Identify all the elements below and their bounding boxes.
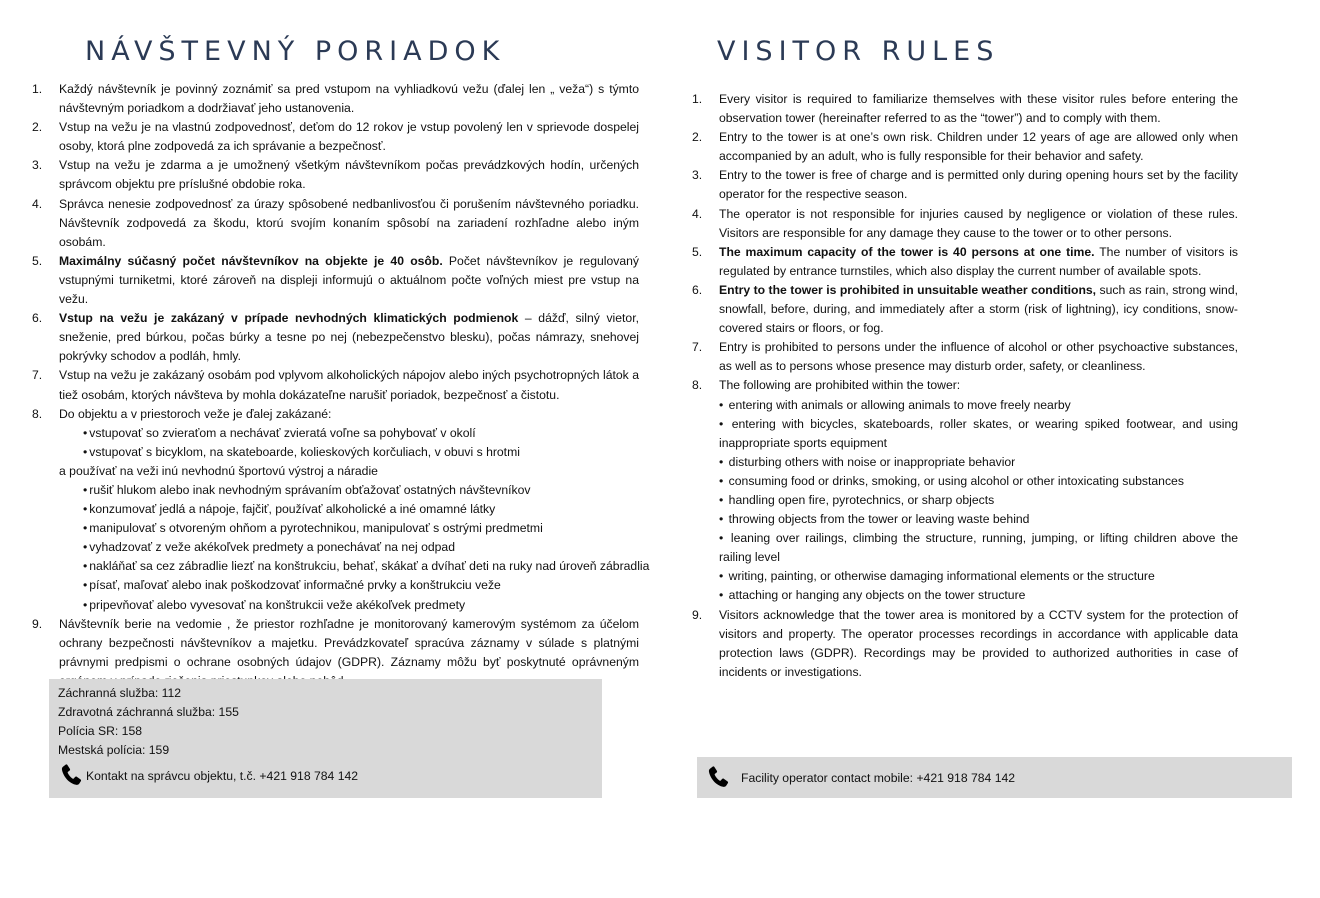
operator-contact-text: Kontakt na správcu objektu, t.č. +421 918 784 142	[86, 768, 359, 783]
page-title-english: VISITOR RULES	[717, 36, 1000, 67]
list-item: • konzumovať jedlá a nápoje, fajčiť, používať alkoholické a iné omamné látky	[83, 502, 496, 517]
list-item: • pripevňovať alebo vyvesovať na konštrukcii veže akékoľvek predmety	[83, 597, 466, 612]
rules-list-slovak	[32, 80, 650, 691]
operator-contact	[58, 762, 593, 790]
list-item: • throwing objects from the tower or leaving waste behind	[719, 512, 1030, 527]
rule-item: 9. Návštevník berie na vedomie , že priestor rozhľadne je monitorovaný kamerovým systémom za účelom ochrany bezpečnosti návštevníkov a majetku. Prevádzkovateľ spracúva záznamy v súlade s platnými právnymi predpismi o ochrane osobných údajov (GDPR). Záznamy môžu byť poskytnuté oprávneným	[32, 616, 639, 669]
list-item: • handling open fire, pyrotechnics, or sharp objects	[719, 492, 995, 507]
phone-handset-icon	[705, 764, 733, 792]
operator-contact-box	[697, 757, 1292, 798]
list-item: • vstupovať so zvieraťom a nechávať zvieratá voľne sa pohybovať v okolí	[83, 425, 476, 440]
rule-item: 8. The following are prohibited within the tower: • entering with animals or allowing animals to move freely nearby • entering with bicycles, skateboards, roller skates, or wearing spiked footwear, and using inappropriate sports equipment • disturbing others with noise or inappropriate behavior • consuming food or drinks, smoking, or using alcohol or other intoxicating substances • handling open fire, pyrotechnics, or sharp objects • throwing objects from the tower or leaving waste behind • leaning over railings, climbing the structure, running, jumping, or lifting children above the railing level • writing, painting, or otherwise damaging informational elements or the structure • attaching or hanging any objects on the tower structure	[692, 376, 1238, 605]
list-item-continuation: a používať na veži inú nevhodnú športovú výstroj a náradie	[59, 463, 378, 478]
rule-item: 8. Do objektu a v priestoroch veže je ďalej zakázané: • vstupovať so zvieraťom a nechávať zvieratá voľne sa pohybovať v okolí • vstupovať s bicyklom, na skateboarde, kolieskových korčuliach, v obuvi s hrotmi a používať na veži inú nevhodnú športovú výstroj a náradie • rušiť hlukom alebo inak nevhodným správaním obťažovať ostatných návštevníkov • konzumovať jedlá a nápoje, fajčiť, používať alkoholické a iné omamné látky • manipulovať s otvoreným ohňom a pyrotechnikou, manipulovať s ostrými predmetmi • vyhadzovať z veže akékoľvek predmety a ponechávať na nej odpad • nakláňať sa cez zábradlie liezť na konštrukciu, behať, skákať a dvíhať deti na ruky nad úroveň zábradlia • písať, maľovať alebo inak poškodzovať informačné prvky a konštrukciu veže • pripevňovať alebo vyvesovať na konštrukcii veže akékoľvek predmety	[32, 405, 639, 615]
rule-item: 7. Vstup na vežu je zakázaný osobám pod vplyvom alkoholických nápojov alebo iných psychotropných látok a tiež osobám, ktorých návšteva by mohla dokázateľne narušiť poriadok, bezpečnosť a čistotu.	[32, 368, 639, 402]
rule-item: 5. The maximum capacity of the tower is 40 persons at one time. The number of visitors is regulated by entrance turnstiles, which also display the current number of available spots.	[692, 244, 1239, 278]
list-item: • attaching or hanging any objects on the tower structure	[719, 588, 1026, 603]
operator-contact-text: Facility operator contact mobile: +421 918 784 142	[741, 770, 1016, 785]
rule-item: 3. Entry to the tower is free of charge and is permitted only during opening hours set by the facility operator for the respective season.	[692, 168, 1238, 202]
rule-bold-text: Maximálny súčasný počet návštevníkov na objekte je 40 osôb.	[59, 253, 443, 268]
list-item: • rušiť hlukom alebo inak nevhodným správaním obťažovať ostatných návštevníkov	[83, 482, 531, 497]
list-item: • vyhadzovať z veže akékoľvek predmety a ponechávať na nej odpad	[83, 540, 455, 555]
list-item: • consuming food or drinks, smoking, or using alcohol or other intoxicating substances	[719, 473, 1184, 488]
rule-item: 2. Entry to the tower is at one’s own risk. Children under 12 years of age are allowed only when accompanied by an adult, who is fully responsible for their behavior and safety.	[692, 130, 1238, 164]
rule-item: 6. Entry to the tower is prohibited in unsuitable weather conditions, such as rain, strong wind, snowfall, before, during, and immediately after a storm (risk of lightning), icy conditions, snow-covered stairs or floors, or fog.	[692, 282, 1238, 336]
rule-bold-text: Vstup na vežu je zakázaný v prípade nevhodných klimatických podmienok	[59, 311, 519, 326]
rule-item: 1. Every visitor is required to familiarize themselves with these visitor rules before entering the observation tower (hereinafter referred to as the “tower”) and to comply with them.	[692, 92, 1238, 126]
list-item: • nakláňať sa cez zábradlie liezť na konštrukciu, behať, skákať a dvíhať deti na ruky nad úroveň zábradlia	[83, 559, 650, 574]
rule-bold-text: Entry to the tower is prohibited in unsuitable weather conditions,	[719, 282, 1097, 297]
list-item: • entering with animals or allowing animals to move freely nearby	[719, 397, 1071, 412]
list-item: • disturbing others with noise or inappropriate behavior	[719, 454, 1016, 469]
rule-item: 5. Maximálny súčasný počet návštevníkov na objekte je 40 osôb. Počet návštevníkov je regulovaný vstupnými turniketmi, ktoré zároveň na displeji informujú o aktuálnom počte voľných miest pre vstup na vežu.	[32, 253, 639, 307]
rule-bold-text: The maximum capacity of the tower is 40 persons at one time.	[719, 244, 1095, 259]
contact-line: Polícia SR: 158	[58, 724, 143, 738]
list-item: • vstupovať s bicyklom, na skateboarde, kolieskových korčuliach, v obuvi s hrotmi	[83, 444, 520, 459]
rule-item: 3. Vstup na vežu je zdarma a je umožnený všetkým návštevníkom počas prevádzkových hodín, určených správcom objektu pre príslušné obdobie roka.	[32, 158, 639, 192]
list-item: • písať, maľovať alebo inak poškodzovať informačné prvky a konštrukciu veže	[83, 578, 501, 593]
prohibited-list	[719, 396, 1238, 606]
rule-item: 6. Vstup na vežu je zakázaný v prípade nevhodných klimatických podmienok – dážď, silný vietor, sneženie, pred búrkou, počas búrky a tesne po nej (nebezpečenstvo blesku), počas námrazy, snehovej pokrývky schodov a podláh, hmly.	[32, 311, 639, 364]
rule-item: 7. Entry is prohibited to persons under the influence of alcohol or other psychoactive substances, as well as to persons whose presence may disturb order, safety, or cleanliness.	[692, 340, 1238, 374]
page-title-slovak: NÁVŠTEVNÝ PORIADOK	[85, 36, 506, 67]
contact-line: Zdravotná záchranná služba: 155	[58, 705, 239, 719]
rule-item: 9. Visitors acknowledge that the tower area is monitored by a CCTV system for the protection of visitors and property. The operator processes recordings in accordance with applicable data protection laws (GDPR). Recordings may be provided to authorized authorities in case of incidents or investigations.	[692, 607, 1238, 679]
contact-line: Mestská polícia: 159	[58, 743, 170, 757]
emergency-contacts-box	[49, 679, 602, 798]
rule-item: 4. Správca nenesie zodpovednosť za úrazy spôsobené nedbanlivosťou či porušením návštevného poriadku. Návštevník zodpovedá za škodu, ktorú svojím konaním spôsobí na zariadení rozhľadne alebo iným osobám.	[32, 196, 639, 249]
contact-line: Záchranná služba: 112	[58, 686, 182, 700]
list-item: • leaning over railings, climbing the structure, running, jumping, or lifting children above the railing level	[719, 531, 1239, 565]
rules-list-english	[692, 90, 1238, 682]
rule-item: 2. Vstup na vežu je na vlastnú zodpovednosť, deťom do 12 rokov je vstup povolený len v sprievode dospelej osoby, ktorá plne zodpovedá za ich správanie a bezpečnosť.	[32, 120, 639, 154]
phone-handset-icon	[58, 762, 86, 790]
prohibited-list	[59, 424, 650, 615]
list-item: • entering with bicycles, skateboards, roller skates, or wearing spiked footwear, and using inappropriate sports equipment	[719, 416, 1238, 450]
rule-item: 4. The operator is not responsible for injuries caused by negligence or violation of these rules. Visitors are responsible for any damage they cause to the tower or to other persons.	[692, 206, 1238, 240]
list-item: • writing, painting, or otherwise damaging informational elements or the structure	[719, 569, 1155, 584]
list-item: • manipulovať s otvoreným ohňom a pyrotechnikou, manipulovať s ostrými predmetmi	[83, 521, 543, 536]
rule-item: 1. Každý návštevník je povinný zoznámiť sa pred vstupom na vyhliadkovú vežu (ďalej len „ veža“) s týmto návštevným poriadkom a dodržiavať jeho ustanovenia.	[32, 82, 639, 116]
